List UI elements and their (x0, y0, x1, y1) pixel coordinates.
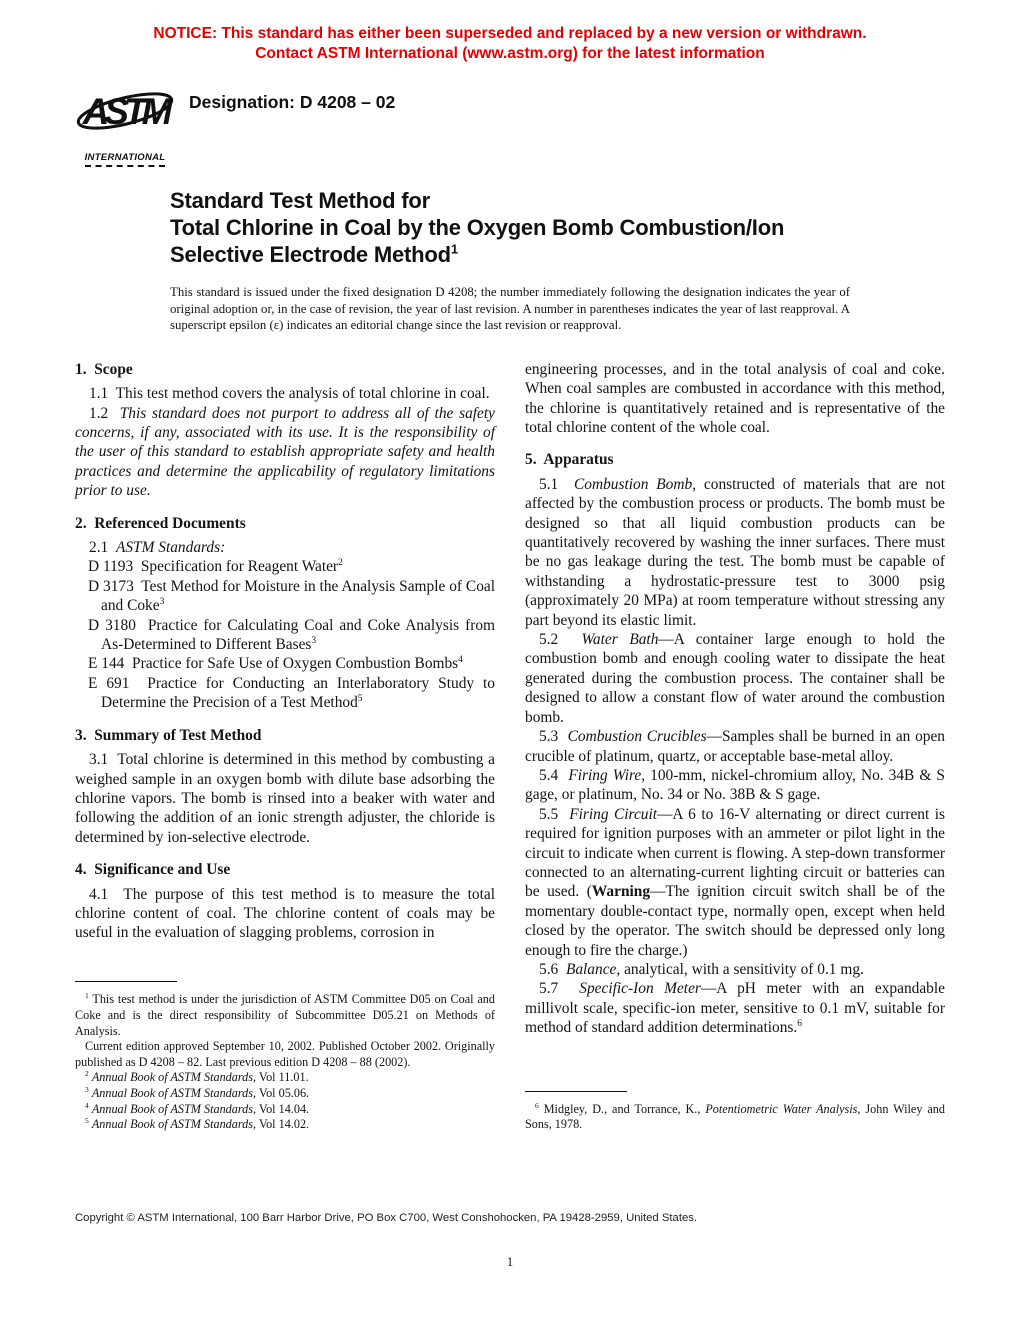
issued-note: This standard is issued under the fixed designation D 4208; the number immediately following the designation indicates the year of original adoption or, in the case of revision, the year of last revision. A number in parentheses indicates the year of last reapproval. A superscript epsilon (ε) indicates an editorial change since the last revision or reapproval. (170, 285, 850, 333)
footnote: $^1$ This test method is under the jurisdiction of ASTM Committee D05 on Coal and Coke and is the direct responsibility of Subcommittee D05.21 on Methods of Analysis. (75, 991, 495, 1038)
footnotes-block (525, 1091, 945, 1133)
footnote: $^3$ Annual Book of ASTM Standards, Vol 05.06. (85, 1084, 310, 1100)
astm-logo-international: INTERNATIONAL (85, 152, 166, 167)
paragraph: 2.1 ASTM Standards: (89, 539, 226, 557)
footnote-rule (525, 1091, 627, 1092)
title-footnote-ref: 1 (450, 241, 458, 257)
title-line-3-text: Selective Electrode Method (170, 242, 451, 267)
reference-item: E 691 Practice for Conducting an Interlaboratory Study to Determine the Precision of a Test Method$^5$ (88, 674, 495, 712)
page-number: 1 (506, 1254, 514, 1269)
title-line-3 (170, 241, 1020, 268)
paragraph: 5.6 Balance, analytical, with a sensitivity of 0.1 mg. (539, 960, 864, 978)
footnotes-block (75, 981, 495, 1132)
paragraph: 5.1 Combustion Bomb, constructed of materials that are not affected by the combustion process or products. The bomb must be designed so that all liquid combustion products can be quantitatively recovered by washing the inner surfaces. There must be no gas leakage during the test. The bomb must be capable of withstanding a hydrostatic-pressure test to 3000 psig (approximately 20 MPa) at room temperature without stressing any part beyond its elastic limit. (525, 475, 945, 629)
paragraph: 5.4 Firing Wire, 100-mm, nickel-chromium alloy, No. 34B & S gage, or platinum, No. 34 or No. 38B & S gage. (525, 766, 945, 804)
designation (189, 92, 395, 113)
footnote: $^5$ Annual Book of ASTM Standards, Vol 14.02. (85, 1116, 310, 1132)
reference-item: D 3180 Practice for Calculating Coal and Coke Analysis from As-Determined to Different Bases$^3$ (88, 616, 495, 654)
footnote: $^6$ Midgley, D., and Torrance, K., Potentiometric Water Analysis, John Wiley and Sons, 1978. (525, 1100, 945, 1132)
paragraph: 3.1 Total chlorine is determined in this method by combusting a weighed sample in an oxygen bomb with dilute base adsorbing the chlorine vapors. The bomb is rinsed into a beaker with water and following the addition of an ionic strength adjuster, the chloride is determined by ion-selective electrode. (75, 751, 495, 846)
title-line-2: Total Chlorine in Coal by the Oxygen Bomb Combustion/Ion (170, 215, 785, 240)
designation-label: Designation: (189, 92, 295, 112)
astm-logo-icon (73, 80, 177, 142)
notice-line: Contact ASTM International (www.astm.org) for the latest information (255, 45, 765, 62)
footnote-rule (75, 981, 177, 982)
paragraph: 5.2 Water Bath—A container large enough to hold the combustion bomb and enough cooling water to dissipate the heat generated during the combustion process. The container shall be designed to allow a constant flow of water around the combustion bomb. (525, 631, 946, 726)
paragraph: 1.1 This test method covers the analysis of total chlorine in coal. (89, 385, 490, 403)
astm-logo (73, 80, 177, 167)
section-heading: 1. Scope (75, 360, 133, 378)
paragraph: 5.5 Firing Circuit—A 6 to 16-V alternating or direct current is required for ignition purposes with an ammeter or pilot light in the circuit to indicate when current is flowing. A step-down transformer connected to an alternating-current lighting circuit or batteries can be used. (Warning—The ignition circuit switch shall be of the momentary double-contact type, normally open, except when held closed by the operator. The switch should be depressed only long enough to fire the charge.) (525, 805, 945, 959)
reference-item: D 1193 Specification for Reagent Water$^2$ (88, 557, 343, 576)
section-heading: 5. Apparatus (525, 451, 614, 469)
paragraph: 1.2 This standard does not purport to address all of the safety concerns, if any, associated with its use. It is the responsibility of the user of this standard to establish appropriate safety and health practices and determine the applicability of regulatory limitations prior to use. (75, 404, 495, 500)
paragraph: engineering processes, and in the total analysis of coal and coke. When coal samples are combusted in accordance with this method, the chlorine is quantitatively retained and is representative of the total chlorine content of the whole coal. (525, 360, 945, 436)
withdrawal-notice (0, 0, 1020, 64)
paragraph: 4.1 The purpose of this test method is to measure the total chlorine content of coal. The chlorine content of coals may be useful in the evaluation of slagging problems, corrosion in (75, 885, 495, 942)
section-heading: 3. Summary of Test Method (75, 726, 262, 744)
footnote: $^2$ Annual Book of ASTM Standards, Vol 11.01. (85, 1069, 309, 1085)
title-line-1: Standard Test Method for (170, 188, 431, 213)
paragraph: 5.7 Specific-Ion Meter—A pH meter with an expandable millivolt scale, specific-ion meter, sensitive to 0.1 mV, suitable for method of standard addition determinations.$^6$ (525, 980, 945, 1037)
title-block (170, 187, 1020, 268)
copyright-line: Copyright © ASTM International, 100 Barr Harbor Drive, PO Box C700, West Conshohocken, PA 19428-2959, United States. (75, 1212, 698, 1224)
reference-item: E 144 Practice for Safe Use of Oxygen Combustion Bombs$^4$ (88, 654, 463, 673)
paragraph: 5.3 Combustion Crucibles—Samples shall be burned in an open crucible of platinum, quartz, or acceptable base-metal alloy. (525, 728, 945, 765)
left-column (75, 360, 495, 1133)
section-heading: 2. Referenced Documents (75, 514, 246, 532)
body-columns (75, 360, 945, 1133)
notice-line: NOTICE: This standard has either been superseded and replaced by a new version or withdrawn. (153, 25, 867, 42)
right-column (525, 360, 945, 1133)
footnote: Current edition approved September 10, 2002. Published October 2002. Originally published as D 4208 – 82. Last previous edition D 4208 – 88 (2002). (75, 1039, 495, 1069)
designation-value: D 4208 – 02 (299, 92, 396, 112)
footnote: $^4$ Annual Book of ASTM Standards, Vol 14.04. (85, 1100, 310, 1116)
section-heading: 4. Significance and Use (75, 861, 231, 879)
astm-logo-text: ASTM (82, 91, 168, 132)
document-header (73, 80, 1020, 167)
reference-item: D 3173 Test Method for Moisture in the Analysis Sample of Coal and Coke$^3$ (88, 577, 495, 615)
